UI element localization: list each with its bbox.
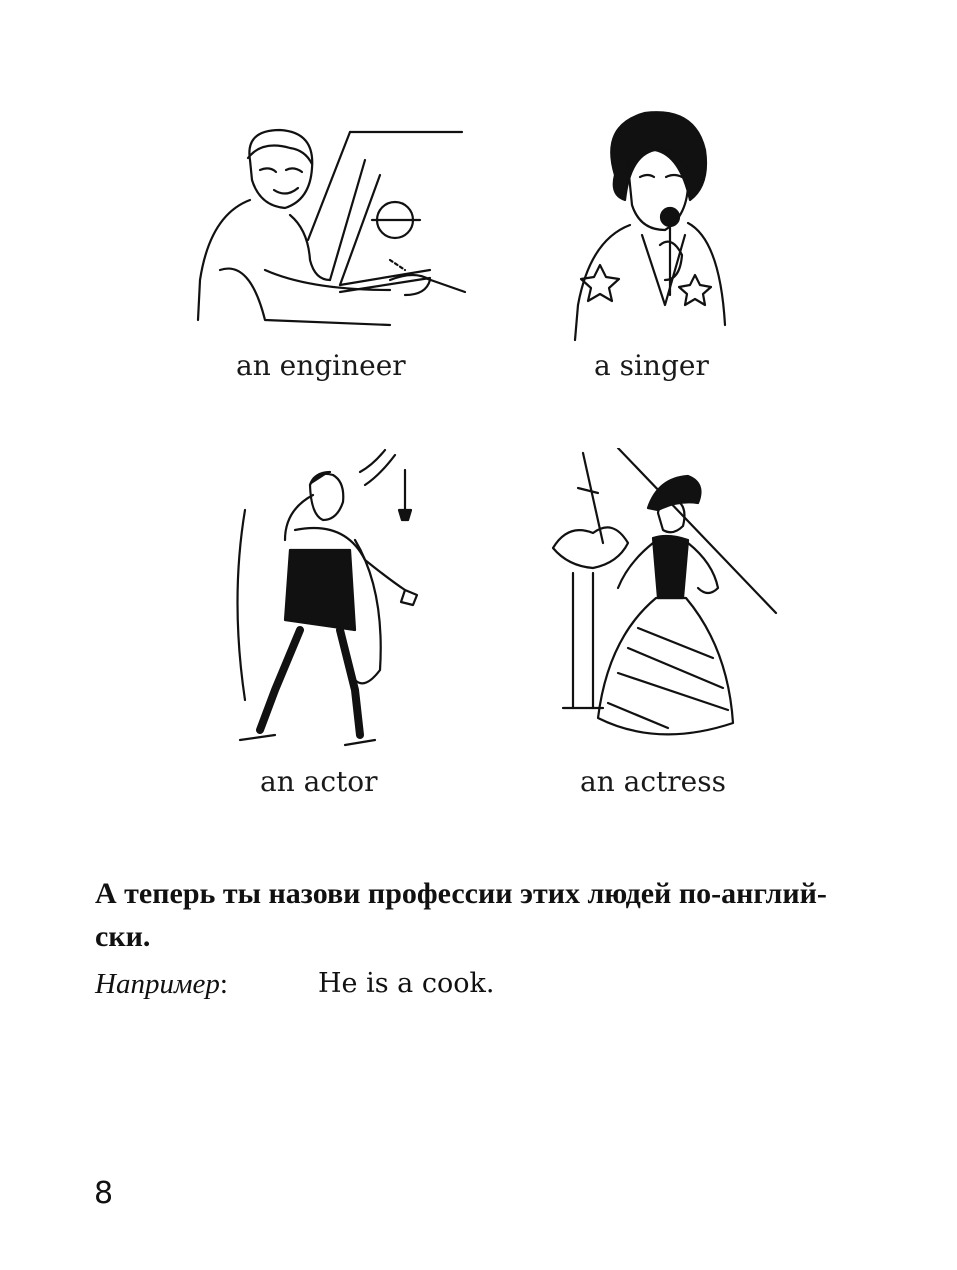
caption-singer: a singer (594, 349, 709, 382)
exercise-instruction: А теперь ты назови профессии этих людей по-англий-ски. (95, 877, 827, 953)
caption-engineer: an engineer (236, 349, 406, 382)
actress-illustration (548, 448, 788, 763)
singer-illustration (570, 105, 730, 345)
caption-actor: an actor (260, 765, 378, 798)
engineer-illustration (190, 120, 470, 340)
example-label (95, 968, 228, 1001)
page-number: 8 (94, 1176, 114, 1211)
example-sentence: He is a cook. (318, 968, 495, 999)
actor-illustration (215, 440, 445, 760)
example-label-word: Например (95, 968, 220, 1000)
caption-actress: an actress (580, 765, 726, 798)
example-label-separator: : (219, 968, 228, 1000)
